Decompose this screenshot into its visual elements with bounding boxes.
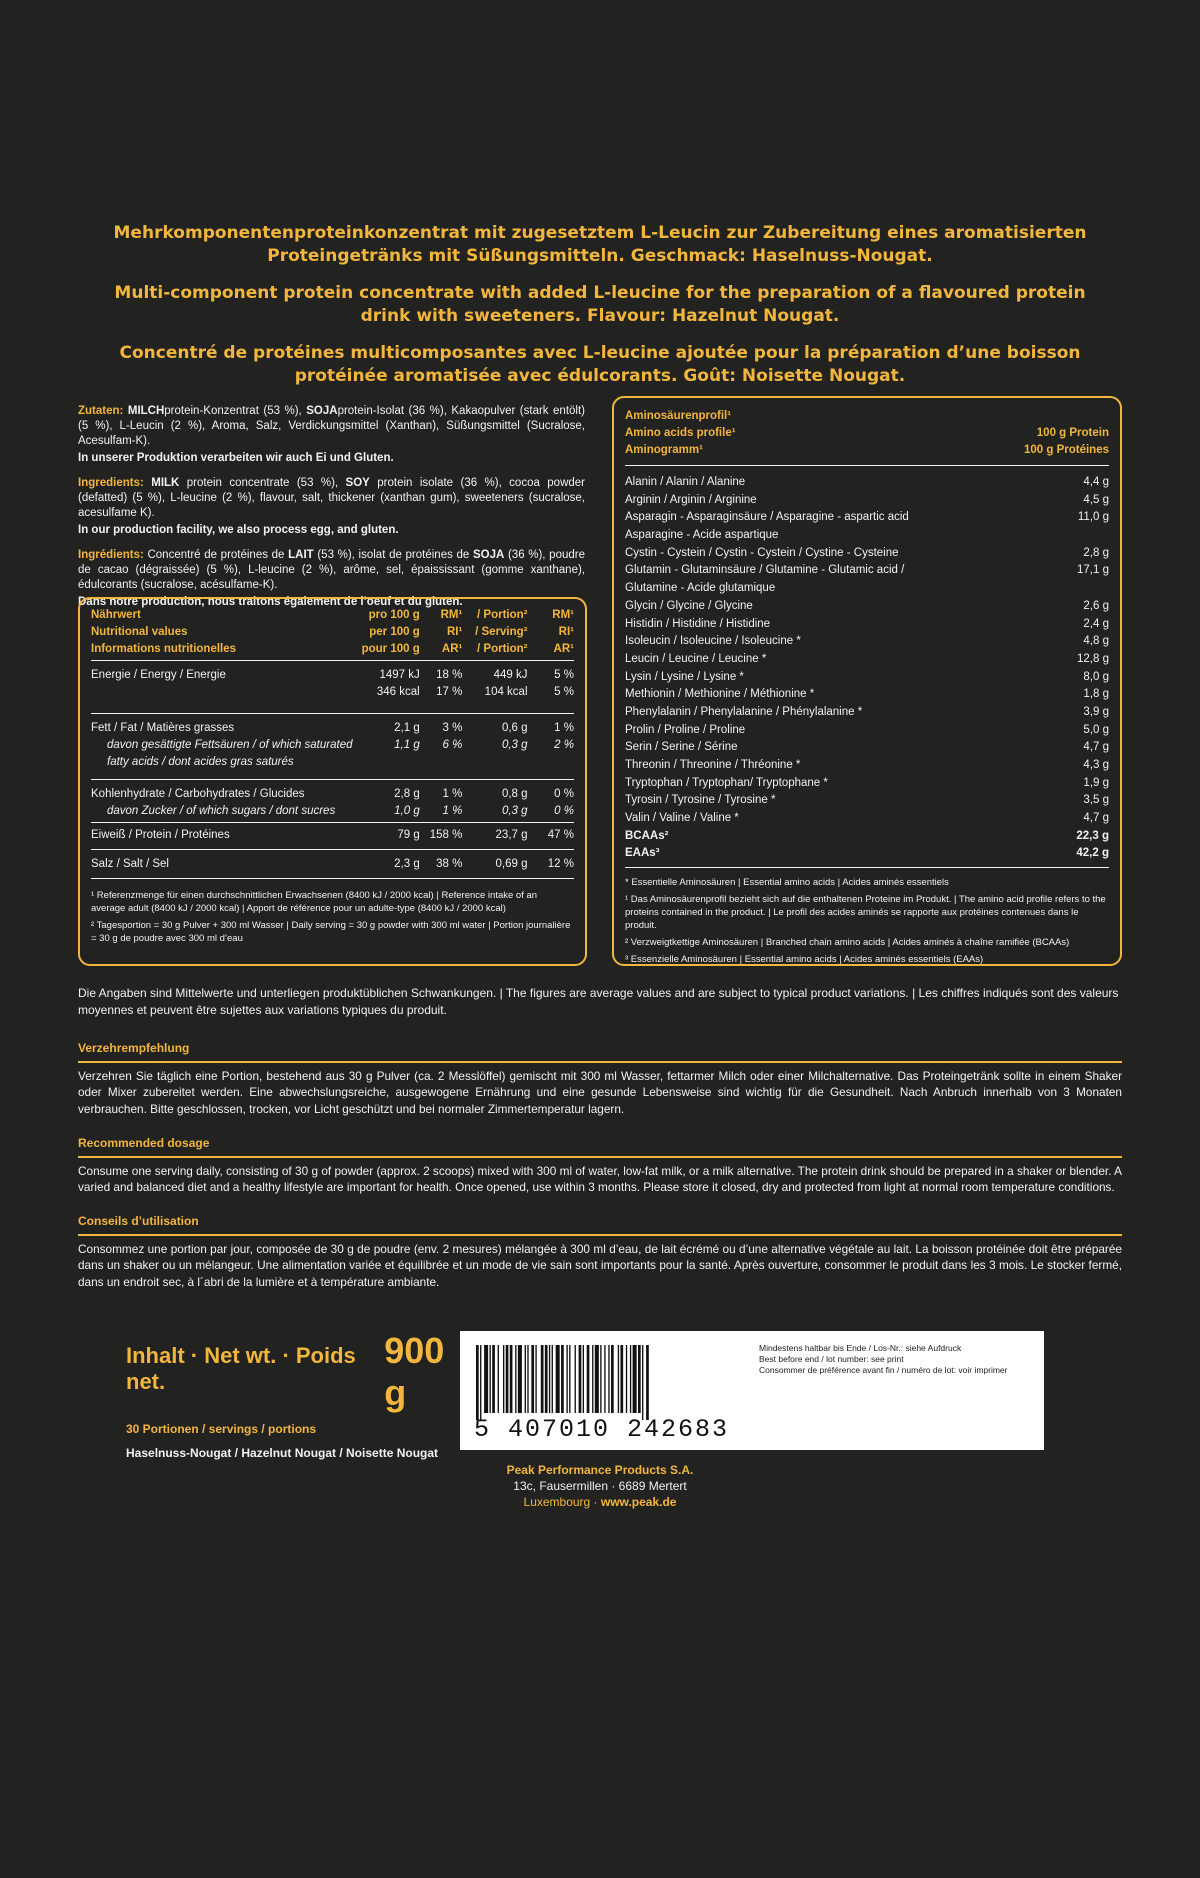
dosage-fr bbox=[78, 1213, 1122, 1290]
company-name: Peak Performance Products S.A. bbox=[506, 1463, 694, 1477]
nutrition-row-energy: Energie / Energy / Energie 1497 kJ 18 % 449 kJ 5 % bbox=[91, 661, 574, 687]
barcode-bar bbox=[592, 1345, 593, 1413]
barcode-bar bbox=[626, 1345, 627, 1413]
amino-row: Leucin / Leucine / Leucine * 12,8 g bbox=[625, 652, 1109, 665]
amino-title-en: Amino acids profile¹ bbox=[625, 427, 736, 439]
amino-title-fr: Aminogramm¹ bbox=[625, 444, 703, 456]
amino-footnote-1: ¹ Das Aminosäurenprofil bezieht sich auf die enthaltenen Proteine im Produkt. | The amino acid profile refers to the proteins contained in the product. | Le profil des acides aminés se rapporte aux protéines contenues dans le produit. bbox=[625, 894, 1106, 932]
barcode-bar bbox=[595, 1345, 599, 1413]
nutrition-row-protein: Eiweiß / Protein / Protéines 79 g 158 % 23,7 g 47 % bbox=[91, 823, 574, 850]
allergen-note-de: In unserer Produktion verarbeiten wir auch Ei und Gluten. bbox=[78, 452, 394, 464]
barcode-bar bbox=[583, 1345, 584, 1413]
barcode-bar bbox=[618, 1345, 619, 1413]
amino-header bbox=[625, 408, 1109, 459]
amino-row: Arginin / Arginin / Arginine 4,5 g bbox=[625, 493, 1109, 506]
best-before-info: Mindestens haltbar bis Ende / Los-Nr.: siehe Aufdruck Best before end / lot number: see print Consommer de préférence avant fin / numéro de lot: voir imprimer bbox=[759, 1343, 1008, 1375]
description-en: Multi-component protein concentrate with added L-leucine for the preparation of a flavoured protein drink with sweeteners. Flavour: Hazelnut Nougat. bbox=[114, 283, 1086, 326]
amino-row: Asparagin - Asparaginsäure / Asparagine - aspartic acid 11,0 g bbox=[625, 511, 1109, 524]
amino-row: Tyrosin / Tyrosine / Tyrosine * 3,5 g bbox=[625, 794, 1109, 807]
barcode-bar bbox=[569, 1345, 570, 1413]
amino-row: Threonin / Threonine / Thréonine * 4,3 g bbox=[625, 759, 1109, 771]
barcode-bar bbox=[476, 1345, 479, 1420]
product-description bbox=[90, 222, 1110, 402]
description-de: Mehrkomponentenproteinkonzentrat mit zugesetztem L-Leucin zur Zubereitung eines aromatisierten Proteingetränks mit Süßungsmitteln. Geschmack: Haselnuss-Nougat. bbox=[113, 223, 1087, 266]
company-street: 13c, Fausermillen · 6689 Mertert bbox=[513, 1479, 687, 1493]
nutrition-header-en: Nutritional values per 100 g RI¹ / Serving² RI¹ bbox=[91, 626, 574, 638]
description-fr: Concentré de protéines multicomposantes avec L-leucine ajoutée pour la préparation d’une boisson protéinée aromatisée avec édulcorants. Goût: Noisette Nougat. bbox=[119, 343, 1081, 386]
amino-row-eaa: EAAs³ 42,2 g bbox=[625, 847, 1109, 860]
barcode-bar bbox=[608, 1345, 609, 1413]
barcode-number: 5 407010 242683 bbox=[474, 1415, 730, 1444]
barcode-bar bbox=[604, 1345, 605, 1413]
servings-count: 30 Portionen / servings / portions bbox=[126, 1422, 317, 1436]
nutrition-header-de: Nährwert pro 100 g RM¹ / Portion² RM¹ bbox=[91, 609, 574, 621]
amino-row: Glutamin - Glutaminsäure / Glutamine - Glutamic acid / 17,1 g bbox=[625, 564, 1109, 577]
nutrition-footnote-2: ² Tagesportion = 30 g Pulver + 300 ml Wasser | Daily serving = 30 g powder with 300 ml water | Portion journalière = 30 g de poudre avec 300 ml d’eau bbox=[91, 920, 571, 944]
net-weight-value: 900 g bbox=[384, 1330, 445, 1413]
amino-row: Tryptophan / Tryptophan/ Tryptophane * 1,9 g bbox=[625, 776, 1109, 789]
company-address bbox=[450, 1462, 750, 1510]
amino-footnote-2: ² Verzweigtkettige Aminosäuren | Branched chain amino acids | Acides aminés à chaîne ramifiée (BCAAs) bbox=[625, 937, 1070, 949]
barcode-bar bbox=[503, 1345, 504, 1413]
barcode-bar bbox=[490, 1345, 491, 1413]
barcode-bar bbox=[620, 1345, 623, 1413]
amino-list bbox=[625, 474, 1109, 828]
amino-row: Glutamine - Acide glutamique bbox=[625, 582, 776, 595]
barcode-bar bbox=[527, 1345, 528, 1413]
company-city: Luxembourg · bbox=[523, 1495, 601, 1509]
barcode-bar bbox=[518, 1345, 522, 1413]
amino-acid-box bbox=[612, 396, 1122, 966]
barcode-bar bbox=[531, 1345, 534, 1413]
net-weight-block bbox=[126, 1330, 466, 1460]
dosage-title-fr: Conseils d’utilisation bbox=[78, 1213, 1122, 1236]
barcode-bar bbox=[633, 1345, 637, 1413]
amino-unit-en: 100 g Protein bbox=[1036, 427, 1109, 439]
nutrition-row-fat: Fett / Fat / Matières grasses 2,1 g 3 % 0,6 g 1 % bbox=[91, 714, 574, 740]
barcode-bar bbox=[549, 1345, 550, 1413]
dosage-title-de: Verzehrempfehlung bbox=[78, 1040, 1122, 1063]
amino-row-bcaa: BCAAs² 22,3 g bbox=[625, 829, 1109, 842]
barcode-bar bbox=[484, 1345, 488, 1413]
ingredients-fr: Ingrédients: Concentré de protéines de LAIT (53 %), isolat de protéines de SOJA (36 %), poudre de cacao (dégraissée) (5 %), L-leucine (2 %), arôme, sel, épaississant (gomme xanthane), édulcorants (sucralose, acésulfame-K). Dans notre production, nous traitons également de l’oeuf et du gluten. bbox=[78, 549, 585, 608]
nutrition-row-salt: Salz / Salt / Sel 2,3 g 38 % 0,69 g 12 % bbox=[91, 850, 574, 879]
barcode-bar bbox=[611, 1345, 614, 1413]
average-values-note: Die Angaben sind Mittelwerte und unterliegen produktüblichen Schwankungen. | The figures are average values and are subject to typical product variations. | Les chiffres indiqués sont des valeurs moyennes et peuvent être sujettes aux variations typiques du produit. bbox=[78, 986, 1119, 1017]
amino-row: Methionin / Methionine / Méthionine * 1,8 g bbox=[625, 688, 1109, 701]
barcode-bar bbox=[600, 1345, 601, 1413]
amino-footnote-3: ³ Essenzielle Aminosäuren | Essential amino acids | Acides aminés essentiels (EAAs) bbox=[625, 954, 984, 966]
amino-row: Glycin / Glycine / Glycine 2,6 g bbox=[625, 599, 1109, 612]
barcode-bar bbox=[525, 1345, 526, 1413]
nutrition-row-saturated: davon gesättigte Fettsäuren / of which saturated 1,1 g 6 % 0,3 g 2 % bbox=[107, 739, 574, 751]
ingredients-en: Ingredients: MILK protein concentrate (53 %), SOY protein isolate (36 %), cocoa powder (defatted) (5 %), L-leucine (2 %), flavour, salt, thickener (xanthan gum), sweeteners (sucralose, acesulfame K). In our production facility, we also process egg, and gluten. bbox=[78, 477, 585, 536]
barcode-bar bbox=[480, 1345, 481, 1420]
dosage-text-en: Consume one serving daily, consisting of 30 g of powder (approx. 2 scoops) mixed with 300 ml of water, low-fat milk, or a milk alternative. The protein drink should be prepared in a shaker or blender. A varied and balanced diet and a healthy lifestyle are important for health. Once opened, use within 3 months. Please store it closed, dry and protected from light at normal room temperature conditions. bbox=[78, 1163, 1122, 1194]
barcode-bar bbox=[545, 1345, 548, 1413]
amino-unit-fr: 100 g Protéines bbox=[1023, 444, 1109, 456]
nutrition-footnote-1: ¹ Referenzmenge für einen durchschnittlichen Erwachsenen (8400 kJ / 2000 kcal) | Reference intake of an average adult (8400 kJ / 2000 kcal) | Apport de référence pour un adulte-type (8400 kJ / 2000 kcal) bbox=[91, 890, 538, 914]
nutrition-header-fr: Informations nutritionelles pour 100 g AR¹ / Portion² AR¹ bbox=[91, 643, 574, 655]
ingredients-block bbox=[78, 404, 585, 620]
dosage-de bbox=[78, 1040, 1122, 1117]
amino-row: Valin / Valine / Valine * 4,7 g bbox=[625, 812, 1109, 825]
allergen-note-fr: Dans notre production, nous traitons également de l’oeuf et du gluten. bbox=[78, 596, 463, 608]
barcode-bar bbox=[575, 1345, 576, 1413]
barcode-bar bbox=[552, 1345, 553, 1413]
barcode-bar bbox=[556, 1345, 560, 1413]
barcode-bar bbox=[515, 1345, 516, 1413]
dosage-en bbox=[78, 1135, 1122, 1196]
amino-row: Serin / Serine / Sérine 4,7 g bbox=[625, 741, 1109, 754]
barcode-bar bbox=[587, 1345, 590, 1413]
dosage-text-de: Verzehren Sie täglich eine Portion, bestehend aus 30 g Pulver (ca. 2 Messlöffel) gemischt mit 300 ml Wasser, fettarmer Milch oder einer Milchalternative. Das Proteingetränk sollte in einem Shaker oder Mixer zubereitet werden. Eine abwechslungsreiche, ausgewogene Ernährung und eine gesunde Lebensweise sind wichtig für die Gesundheit. Nach Anbruch innerhalb von 3 Monaten verbrauchen. Bitte geschlossen, trocken, vor Licht geschützt und bei normaler Zimmertemperatur lagern. bbox=[78, 1068, 1122, 1116]
nutrition-row-carbs: Kohlenhydrate / Carbohydrates / Glucides 2,8 g 1 % 0,8 g 0 % bbox=[91, 780, 574, 806]
company-website[interactable]: www.peak.de bbox=[600, 1495, 677, 1509]
amino-title-de: Aminosäurenprofil¹ bbox=[625, 410, 732, 422]
barcode-bar bbox=[561, 1345, 564, 1413]
amino-footnote-star: * Essentielle Aminosäuren | Essential amino acids | Acides aminés essentiels bbox=[625, 877, 949, 889]
barcode-bar bbox=[566, 1345, 567, 1413]
barcode-bar bbox=[646, 1345, 649, 1420]
barcode-bar bbox=[642, 1345, 643, 1420]
nutrition-table bbox=[91, 609, 574, 881]
amino-row: Cystin - Cystein / Cystin - Cystein / Cystine - Cysteine 2,8 g bbox=[625, 546, 1109, 559]
dosage-text-fr: Consommez une portion par jour, composée de 30 g de poudre (env. 2 mesures) mélangée à 300 ml d’eau, de lait écrémé ou d’une alternative végétale au lait. La boisson protéinée doit être préparée dans un shaker ou un mélangeur. Une alimentation variée et équilibrée et un mode de vie sain sont importants pour la santé. Après ouverture, consommer le produit dans les 3 mois. Le stocker fermé, dans un endroit sec, à l´abri de la lumière et à température ambiante. bbox=[78, 1241, 1122, 1289]
nutrition-row-energy-kcal: 346 kcal 17 % 104 kcal 5 % bbox=[376, 686, 574, 698]
flavour-label: Haselnuss-Nougat / Hazelnut Nougat / Noisette Nougat bbox=[126, 1446, 439, 1460]
dosage-title-en: Recommended dosage bbox=[78, 1135, 1122, 1158]
nutrition-table-box bbox=[78, 597, 587, 966]
barcode-bar bbox=[510, 1345, 513, 1413]
barcode-panel bbox=[460, 1331, 1044, 1450]
net-weight-label: Inhalt · Net wt. · Poids net. bbox=[126, 1343, 356, 1394]
barcode-bar bbox=[579, 1345, 582, 1413]
allergen-note-en: In our production facility, we also process egg, and gluten. bbox=[78, 524, 399, 536]
barcode-bar bbox=[638, 1345, 641, 1413]
amino-row: Lysin / Lysine / Lysine * 8,0 g bbox=[625, 670, 1109, 683]
nutrition-row-saturated-cont: fatty acids / dont acides gras saturés bbox=[107, 756, 294, 768]
barcode-bar bbox=[492, 1345, 495, 1413]
amino-row: Isoleucin / Isoleucine / Isoleucine * 4,8 g bbox=[625, 635, 1109, 648]
barcode-bar bbox=[541, 1345, 544, 1413]
amino-row: Phenylalanin / Phenylalanine / Phénylalanine * 3,9 g bbox=[625, 705, 1109, 718]
barcode-bar bbox=[630, 1345, 631, 1413]
amino-row: Histidin / Histidine / Histidine 2,4 g bbox=[625, 617, 1109, 630]
barcode-icon bbox=[476, 1345, 738, 1420]
barcode-bar bbox=[535, 1345, 536, 1413]
nutrition-row-sugars: davon Zucker / of which sugars / dont sucres 1,0 g 1 % 0,3 g 0 % bbox=[107, 805, 574, 817]
nutrition-footnotes bbox=[91, 889, 574, 945]
barcode-bar bbox=[506, 1345, 509, 1413]
amino-row: Asparagine - Acide aspartique bbox=[625, 529, 779, 542]
barcode-bar bbox=[498, 1345, 499, 1413]
amino-footnotes bbox=[625, 876, 1109, 966]
amino-row: Prolin / Proline / Proline 5,0 g bbox=[625, 723, 1109, 736]
ingredients-de: Zutaten: MILCHprotein-Konzentrat (53 %), SOJAprotein-Isolat (36 %), Kakaopulver (stark entölt) (5 %), L-Leucin (2 %), Aroma, Salz, Verdickungsmittel (Xanthan), Süßungsmittel (Sucralose, Acesulfam-K). In unserer Produktion verarbeiten wir auch Ei und Gluten. bbox=[78, 405, 585, 464]
amino-row: Alanin / Alanin / Alanine 4,4 g bbox=[625, 476, 1109, 488]
